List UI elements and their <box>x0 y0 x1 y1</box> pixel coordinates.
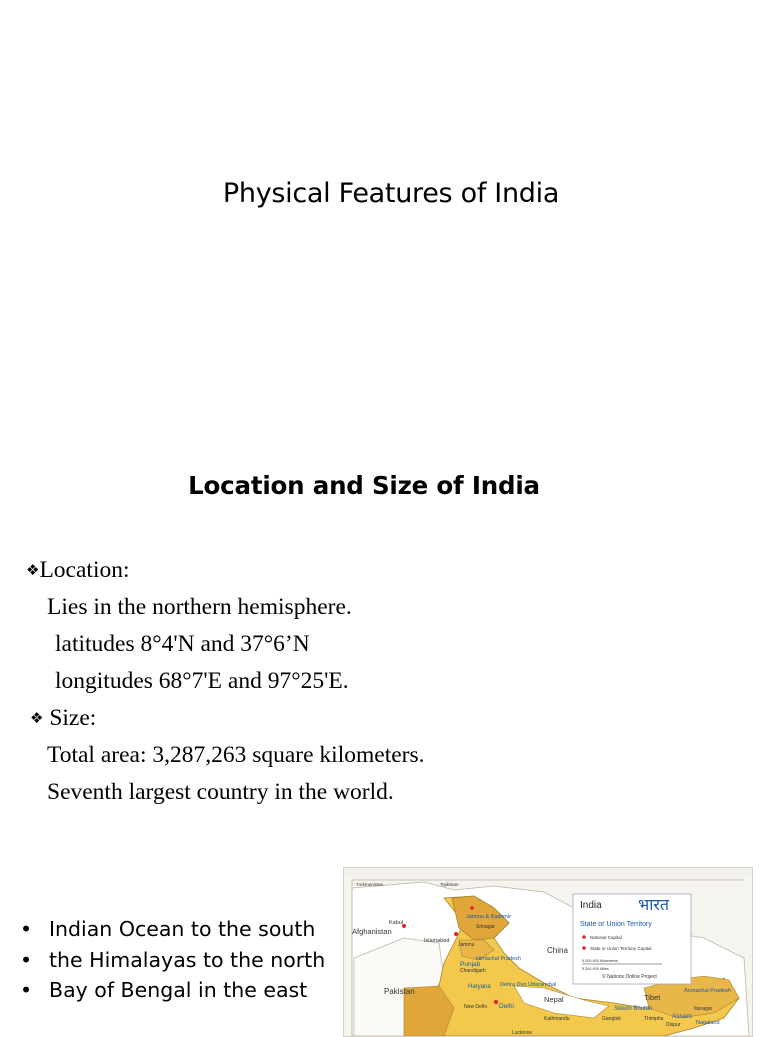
map-label: Punjab <box>460 961 481 968</box>
map-label: Delhi <box>499 1003 514 1010</box>
size-label-row <box>30 703 96 733</box>
map-label: Pakistan <box>384 987 415 996</box>
india-map-svg <box>344 868 752 1036</box>
india-map <box>343 867 753 1037</box>
map-legend <box>573 894 691 984</box>
diamond-bullet-icon: ❖ <box>26 561 40 579</box>
list-item: • Bay of Bengal in the east <box>20 975 325 1006</box>
map-label: Chandigarh <box>460 968 486 974</box>
location-label-row <box>26 555 130 585</box>
map-label: Jammu <box>458 942 475 948</box>
map-label: Kabul <box>389 920 404 926</box>
map-label: Itanagar <box>694 1006 713 1012</box>
location-label: Location: <box>39 557 130 583</box>
bullet-dot-icon: • <box>20 978 33 1002</box>
map-label: Nagaland <box>696 1020 720 1026</box>
bullet-dot-icon: • <box>20 947 33 972</box>
map-label: Turkmenistan <box>356 882 384 887</box>
map-label: Kathmandu <box>544 1016 570 1022</box>
map-label: Tibet <box>644 993 661 1002</box>
legend-title-hindi: भारत <box>638 897 670 914</box>
location-line: latitudes 8°4'N and 37°6’N <box>55 631 310 657</box>
capital-dot-icon <box>454 932 458 936</box>
map-label: Haryana <box>468 984 491 990</box>
scale-km: 0 200 400 Kilometers <box>582 959 618 963</box>
boundary-bullet-list <box>20 914 325 1006</box>
legend-title: India <box>580 900 602 911</box>
scale-mi: 0 200 400 Miles <box>582 967 609 971</box>
map-label: Arunachal Pradesh <box>684 988 731 994</box>
size-line: Total area: 3,287,263 square kilometers. <box>47 742 425 768</box>
size-line: Seventh largest country in the world. <box>47 779 394 805</box>
section-heading: Location and Size of India <box>188 471 540 500</box>
map-label: Afghanistan <box>352 927 392 936</box>
map-label: Assam <box>672 1013 692 1020</box>
capital-dot-icon <box>494 1000 498 1004</box>
map-label: New Delhi <box>464 1004 487 1010</box>
map-label: Sikkim Bhutan <box>614 1006 653 1012</box>
map-label: Islamabad <box>424 938 450 944</box>
map-credit: © Nations Online Project <box>602 974 657 980</box>
map-label: Nepal <box>544 995 564 1004</box>
legend-item: National Capital <box>590 935 622 940</box>
slide-title: Physical Features of India <box>222 178 560 209</box>
map-label: Gangtok <box>602 1016 621 1022</box>
legend-item: State or Union Territory Capital <box>590 946 652 951</box>
map-label: Lucknow <box>512 1030 532 1036</box>
list-item: • Indian Ocean to the south <box>20 914 325 945</box>
location-line: Lies in the northern hemisphere. <box>47 594 352 620</box>
map-label: Srinagar <box>476 924 495 930</box>
location-line: longitudes 68°7'E and 97°25'E. <box>55 668 349 694</box>
map-label: Himachal Pradesh <box>476 956 521 962</box>
map-label: Tajikistan <box>440 882 459 887</box>
map-label: Dehra Dun Uttaranchal <box>500 982 557 988</box>
legend-subtitle: State or Union Territory <box>580 921 652 928</box>
bullet-dot-icon: • <box>20 917 33 941</box>
state-capital-icon <box>582 946 586 950</box>
national-capital-icon <box>582 935 586 939</box>
map-label: Dispur <box>666 1022 681 1028</box>
map-label: Jammu & Kashmir <box>466 914 511 920</box>
diamond-bullet-icon: ❖ <box>30 709 44 727</box>
map-label: Thimphu <box>644 1016 664 1022</box>
size-label: Size: <box>49 705 97 731</box>
list-item: • the Himalayas to the north <box>20 945 325 976</box>
map-label: China <box>547 946 568 955</box>
capital-dot-icon <box>470 906 474 910</box>
